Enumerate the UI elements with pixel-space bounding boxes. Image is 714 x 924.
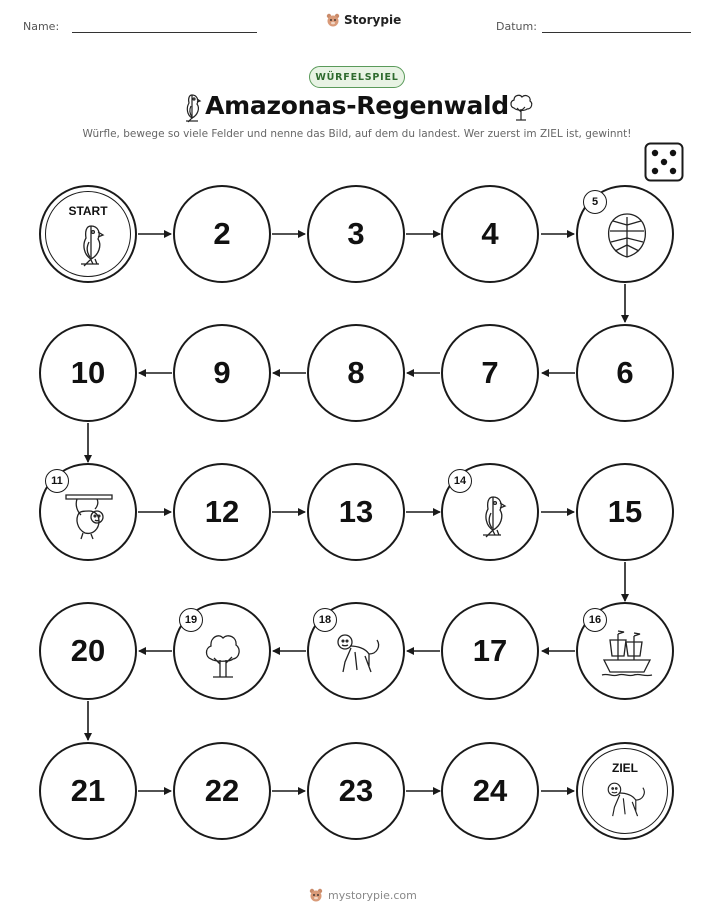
parrot-icon [71,222,107,268]
name-label: Name: [23,20,60,33]
tree-icon [203,630,243,680]
field-23[interactable]: 23 [307,742,405,840]
field-22[interactable]: 22 [173,742,271,840]
field-6[interactable]: 6 [576,324,674,422]
field-17[interactable]: 17 [441,602,539,700]
field-20[interactable]: 20 [39,602,137,700]
field-start[interactable] [39,185,137,283]
game-type-badge: WÜRFELSPIEL [309,66,405,88]
ship-icon [600,628,654,678]
footer [309,888,417,902]
monstera-leaf-icon [605,211,649,261]
field-goal[interactable] [576,742,674,840]
field-19-number-badge: 19 [179,608,203,632]
field-4[interactable]: 4 [441,185,539,283]
field-16-number-badge: 16 [583,608,607,632]
parrot-icon [471,493,511,539]
field-24[interactable]: 24 [441,742,539,840]
field-15[interactable]: 15 [576,463,674,561]
field-18-number-badge: 18 [313,608,337,632]
field-14-number-badge: 14 [448,469,472,493]
page-title: Amazonas-Regenwald [205,91,509,120]
instructions: Würfle, bewege so viele Felder und nenne das Bild, auf dem du landest. Wer zuerst im ZIEL ist, gewinnt! [82,128,632,140]
field-8[interactable]: 8 [307,324,405,422]
field-13[interactable]: 13 [307,463,405,561]
brand-name: Storypie [344,13,402,27]
field-7[interactable]: 7 [441,324,539,422]
monkey-icon [602,780,650,822]
field-2[interactable]: 2 [173,185,271,283]
footer-url[interactable]: mystorypie.com [328,888,417,902]
sloth-icon [63,487,115,541]
field-5-number-badge: 5 [583,190,607,214]
field-9[interactable]: 9 [173,324,271,422]
monkey-icon [331,632,385,678]
bear-logo-icon [309,888,323,902]
date-label: Datum: [496,20,537,33]
start-label: START [68,204,108,218]
field-3[interactable]: 3 [307,185,405,283]
goal-label: ZIEL [612,761,638,775]
field-11-number-badge: 11 [45,469,69,493]
field-21[interactable]: 21 [39,742,137,840]
field-12[interactable]: 12 [173,463,271,561]
field-10[interactable]: 10 [39,324,137,422]
